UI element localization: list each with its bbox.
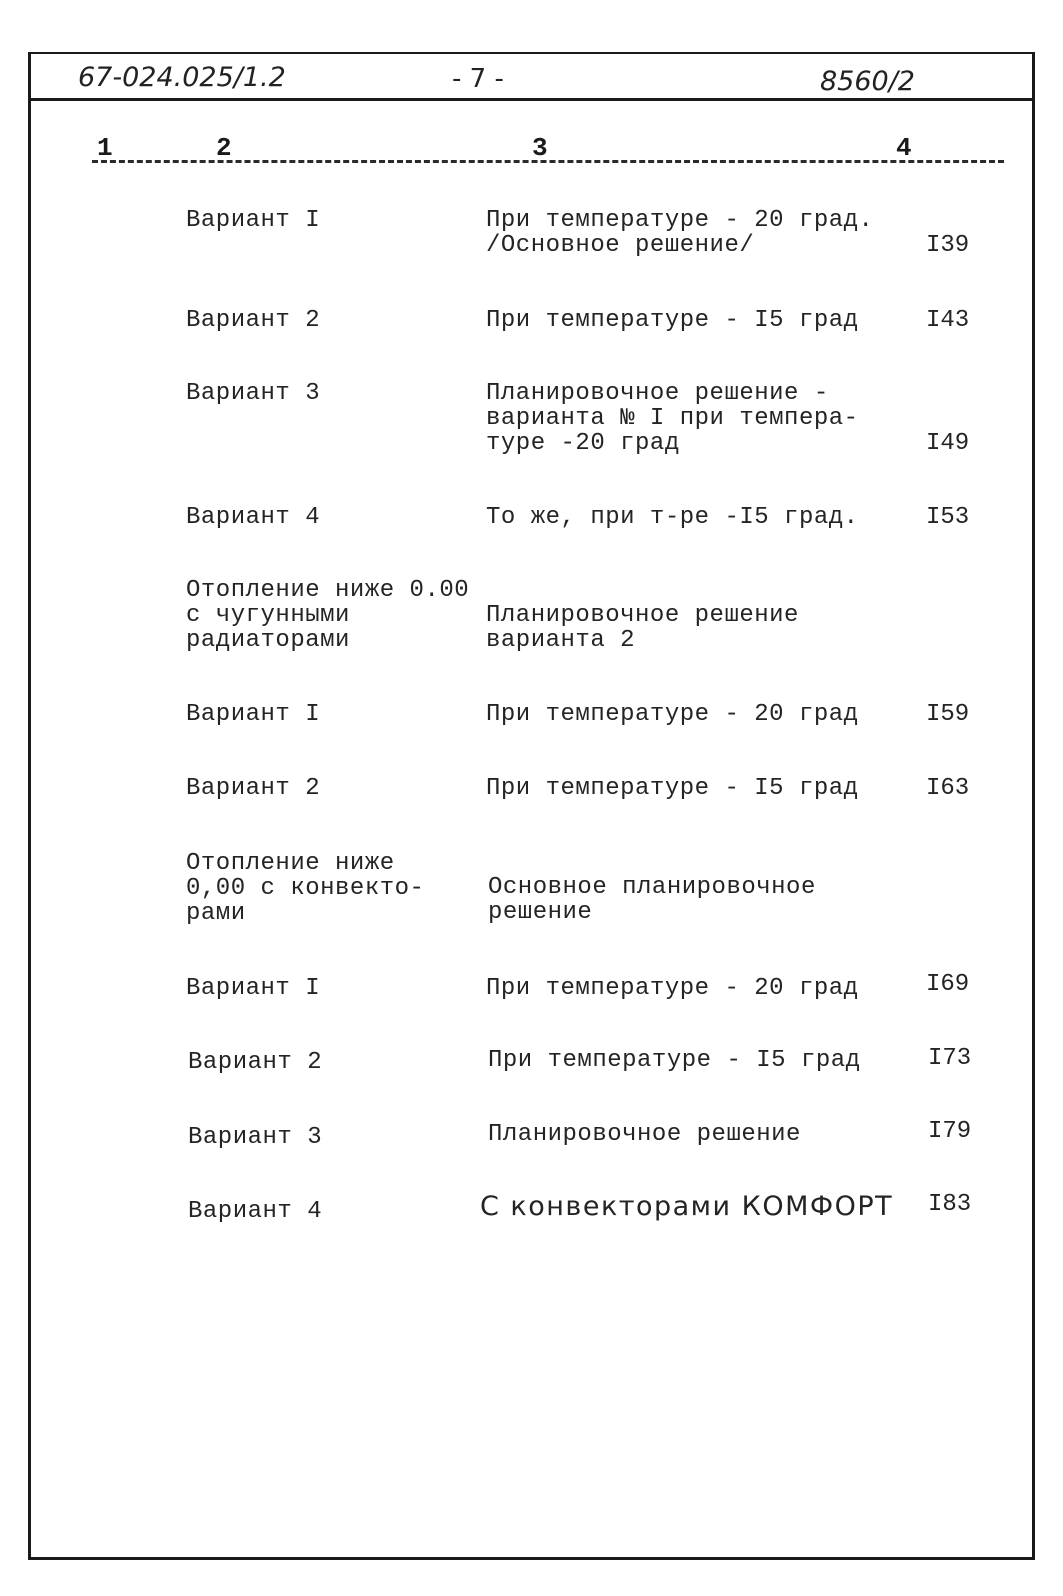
column-header-2: 2 — [216, 133, 232, 163]
table-row-name: Вариант I — [186, 975, 321, 1002]
header-divider — [28, 98, 1035, 101]
section-description: Планировочное решение варианта 2 — [486, 602, 799, 654]
table-row-page: I79 — [928, 1118, 972, 1145]
column-header-3: 3 — [532, 133, 548, 163]
page-number: - 7 - — [452, 64, 504, 94]
table-row-page: I73 — [928, 1045, 972, 1072]
document-code-left: 67-024.025/1.2 — [78, 62, 286, 93]
table-row-page: I59 — [926, 701, 970, 728]
column-header-dashed-rule — [92, 160, 1004, 163]
table-row-name: Вариант 2 — [186, 307, 321, 334]
table-row-description-handwritten: С конвекторами КОМФОРТ — [480, 1191, 894, 1222]
table-row-page: I39 — [926, 232, 970, 259]
table-row-name: Вариант 4 — [186, 504, 321, 531]
table-row-name: Вариант I — [186, 701, 321, 728]
page-frame — [28, 52, 1035, 1560]
table-row-description: При температуре - I5 град — [488, 1047, 861, 1074]
table-row-description: То же, при т-ре -I5 град. — [486, 504, 859, 531]
table-row-description: Планировочное решение — [488, 1121, 801, 1148]
table-row-page: I63 — [926, 775, 970, 802]
table-row-description: При температуре - I5 град — [486, 307, 859, 334]
section-heading: Отопление ниже 0,00 с конвекто- рами — [186, 850, 425, 927]
table-row-page: I53 — [926, 504, 970, 531]
table-row-page: I69 — [926, 971, 970, 998]
table-row-description: При температуре - 20 град. /Основное решение/ — [486, 207, 874, 259]
table-row-name: Вариант 2 — [186, 775, 321, 802]
table-row-name: Вариант 3 — [186, 380, 321, 407]
table-row-page: I83 — [928, 1191, 972, 1218]
document-code-right: 8560/2 — [820, 66, 915, 97]
table-row-description: Планировочное решение - варианта № I при темпера- туре -20 град — [486, 380, 859, 457]
column-header-4: 4 — [896, 133, 912, 163]
section-heading: Отопление ниже 0.00 с чугунными радиаторами — [186, 577, 470, 654]
table-row-page: I43 — [926, 307, 970, 334]
table-row-description: При температуре - 20 град — [486, 701, 859, 728]
table-row-name: Вариант I — [186, 207, 321, 234]
table-row-name: Вариант 4 — [188, 1198, 323, 1225]
column-header-1: 1 — [97, 133, 113, 163]
section-description: Основное планировочное решение — [488, 874, 816, 926]
table-row-page: I49 — [926, 430, 970, 457]
table-row-description: При температуре - I5 град — [486, 775, 859, 802]
table-row-description: При температуре - 20 град — [486, 975, 859, 1002]
table-row-name: Вариант 2 — [188, 1049, 323, 1076]
table-row-name: Вариант 3 — [188, 1124, 323, 1151]
